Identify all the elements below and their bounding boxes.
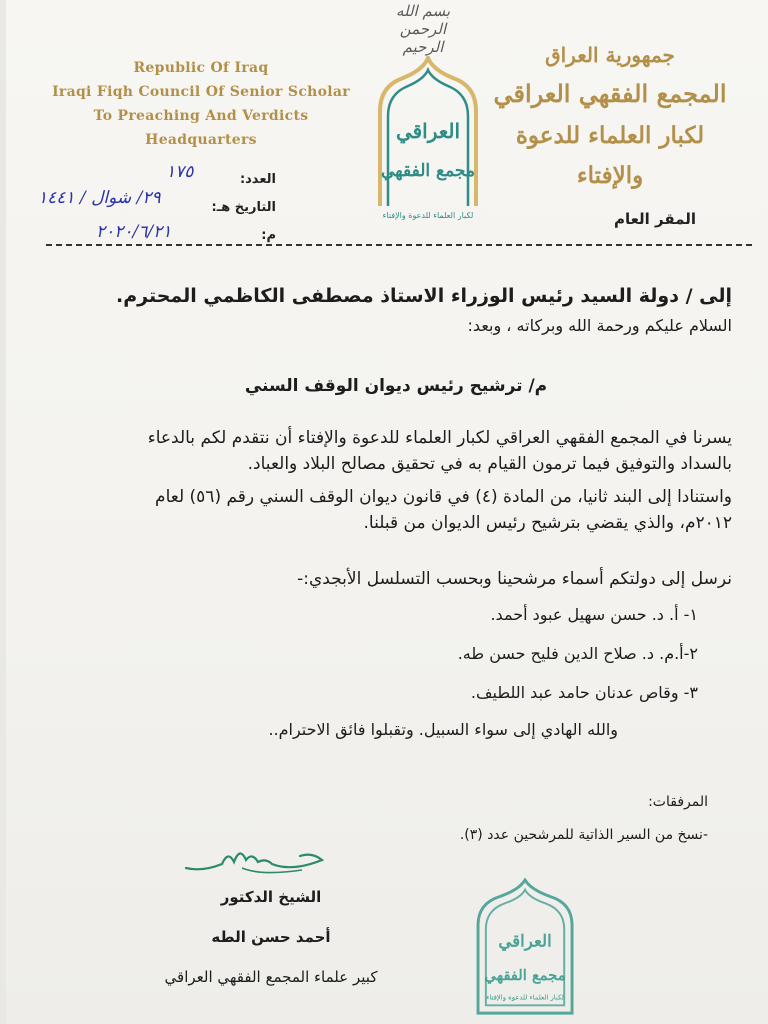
signatory-title: الشيخ الدكتور — [220, 888, 322, 906]
english-line-3: To Preaching And Verdicts — [93, 108, 309, 124]
subject-line: م/ ترشيح رئيس ديوان الوقف السني — [244, 376, 548, 396]
bismillah: بسم الله الرحمن الرحيم — [395, 2, 451, 56]
gregorian-date-value: ٢٠٢٠/٦/٢١ — [96, 222, 172, 242]
paragraph-2 — [52, 484, 732, 536]
signatory-name: أحمد حسن الطه — [211, 928, 331, 946]
attachments-label: المرفقات: — [648, 794, 708, 810]
candidate-1: ١- أ. د. حسن سهيل عبود أحمد. — [490, 605, 698, 624]
candidate-3: ٣- وقاص عدنان حامد عبد اللطيف. — [470, 683, 698, 702]
english-line-1: Republic Of Iraq — [133, 60, 269, 76]
stamp-word-1: العراقي — [498, 930, 552, 951]
greeting: السلام عليكم ورحمة الله وبركاته ، وبعد: — [467, 316, 732, 335]
header-divider — [46, 244, 752, 246]
paragraph-1-line-1: يسرنا في المجمع الفقهي العراقي لكبار العلماء للدعوة والإفتاء أن نتقدم لكم بالدعاء — [147, 428, 732, 448]
number-value: ١٧٥ — [166, 162, 194, 182]
gregorian-date-label: م: — [261, 228, 276, 243]
council-stamp — [468, 878, 586, 1020]
letter-page — [6, 0, 768, 1024]
paragraph-1 — [52, 425, 732, 477]
logo-word-1: العراقي — [395, 119, 461, 143]
signatory-role: كبير علماء المجمع الفقهي العراقي — [164, 968, 378, 986]
arabic-line-3: لكبار العلماء للدعوة والإفتاء — [515, 122, 705, 189]
paragraph-3: نرسل إلى دولتكم أسماء مرشحينا وبحسب التسلسل الأبجدي:- — [297, 569, 732, 589]
english-line-2: Iraqi Fiqh Council Of Senior Scholar — [52, 84, 350, 100]
stamp-word-2: مجمع الفقهي — [484, 966, 566, 984]
attachment-item: -نسخ من السير الذاتية للمرشحين عدد (٣). — [459, 827, 708, 843]
number-label: العدد: — [239, 172, 276, 187]
candidate-2: ٢-أ.م. د. صلاح الدين فليح حسن طه. — [457, 644, 698, 663]
stamp-caption: لكبار العلماء للدعوة والإفتاء — [486, 993, 564, 1002]
reference-block — [38, 160, 276, 250]
arabic-line-2: المجمع الفقهي العراقي — [493, 79, 727, 108]
logo-word-2: مجمع الفقهي — [381, 161, 475, 181]
headquarters-label: المقر العام — [613, 210, 696, 228]
hijri-date-value: ٢٩/ شوال / ١٤٤١ — [38, 188, 161, 208]
closing-line: والله الهادي إلى سواء السبيل. وتقبلوا فائق الاحترام.. — [268, 720, 618, 739]
english-letterhead — [36, 56, 366, 152]
paragraph-2-line-2: ٢٠١٢م، والذي يقضي بترشيح رئيس الديوان من قبلنا. — [363, 513, 732, 533]
council-logo — [368, 56, 488, 226]
hijri-date-label: التاريخ هـ: — [211, 200, 276, 215]
handwritten-signature — [182, 838, 332, 878]
arabic-letterhead — [490, 38, 730, 196]
arabic-line-1: جمهورية العراق — [545, 43, 675, 67]
paragraph-1-line-2: بالسداد والتوفيق فيما ترمون القيام به في تحقيق مصالح البلاد والعباد. — [247, 454, 732, 474]
english-line-4: Headquarters — [145, 132, 257, 148]
addressee: إلى / دولة السيد رئيس الوزراء الاستاذ مصطفى الكاظمي المحترم. — [116, 285, 732, 307]
paragraph-2-line-1: واستنادا إلى البند ثانيا، من المادة (٤) في قانون ديوان الوقف السني رقم (٥٦) لعام — [155, 487, 732, 507]
logo-caption: لكبار العلماء للدعوة والإفتاء — [382, 211, 474, 220]
